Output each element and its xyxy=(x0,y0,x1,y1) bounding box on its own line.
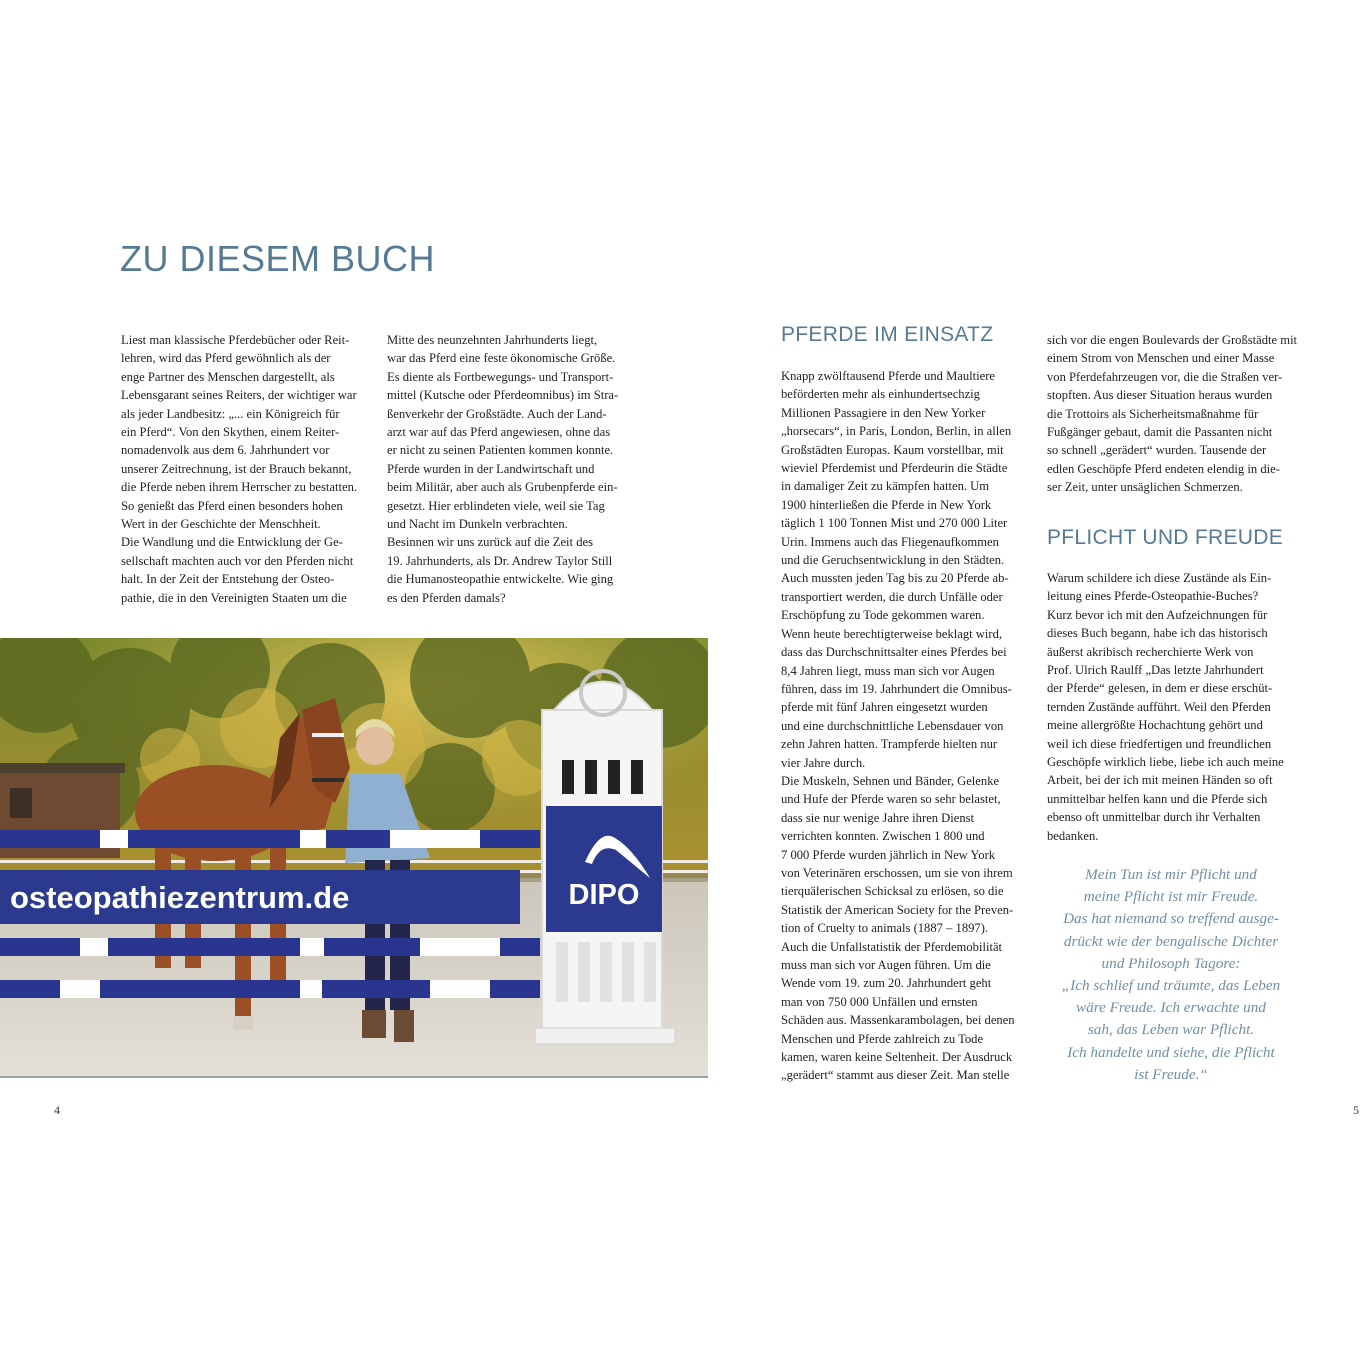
text-line: „Ich schlief und träumte, das Leben xyxy=(1061,977,1281,995)
text-line: einem Strom von Menschen und einer Masse xyxy=(1047,351,1275,366)
text-line: sah, das Leben war Pflicht. xyxy=(1087,1021,1255,1039)
text-line: Knapp zwölftausend Pferde und Maultiere xyxy=(781,369,996,383)
right-column-2-text xyxy=(1047,569,1302,845)
text-line: dass sie nur wenige Jahre ihren Dienst xyxy=(781,810,975,825)
text-line: so schnell „gerädert“ wurden. Tausende der xyxy=(1047,443,1267,458)
text-line: Statistik der American Society for the Preven- xyxy=(781,902,1014,917)
tagore-quote xyxy=(1046,864,1296,1086)
text-line: Wenn heute berechtigterweise beklagt wird, xyxy=(781,626,1003,641)
page-title: ZU DIESEM BUCH xyxy=(120,238,436,279)
text-line: und eine durchschnittliche Lebensdauer von xyxy=(781,718,1004,733)
dipo-logo-text: DIPO xyxy=(568,879,640,911)
right-column-1 xyxy=(781,367,1036,1085)
section-heading-pflicht-und-freude: PFLICHT UND FREUDE xyxy=(1047,526,1284,549)
text-line: der Pferde“ gelesen, in dem er diese erschüt- xyxy=(1047,681,1273,696)
text-line: dieses Buch begann, habe ich das historisch xyxy=(1047,626,1268,641)
text-line: Mitte des neunzehnten Jahrhunderts liegt, xyxy=(387,333,598,347)
text-line: ßenverkehr der Großstädte. Auch der Land- xyxy=(387,406,607,421)
text-line: es den Pferden damals? xyxy=(387,590,506,605)
text-line: die Humanosteopathie entwickelte. Wie ging xyxy=(387,572,614,587)
text-line: Fußgänger gebaut, damit die Passanten nicht xyxy=(1047,425,1273,440)
text-line: und Philosoph Tagore: xyxy=(1101,954,1241,972)
page-number-left: 4 xyxy=(54,1103,60,1117)
text-line: von Pferdefahrzeugen vor, die die Straßen ver- xyxy=(1047,369,1283,384)
text-line: kamen, waren keine Seltenheit. Der Ausdruck xyxy=(781,1050,1013,1065)
text-line: Lebensgarant seines Reiters, der wichtiger war xyxy=(121,388,357,403)
text-line: 1900 hinterließen die Pferde in New York xyxy=(781,497,992,512)
section-heading-pferde-im-einsatz: PFERDE IM EINSATZ xyxy=(781,323,994,346)
text-line: Kurz bevor ich mit den Aufzeichnungen für xyxy=(1047,607,1268,622)
text-line: dass das Durchschnittsalter eines Pferdes bei xyxy=(781,645,1007,660)
text-line: stopften. Aus dieser Situation heraus wurden xyxy=(1047,388,1273,403)
text-line: als jeder Landbesitz: „... ein Königreich für xyxy=(121,406,340,421)
text-line: Pferde wurden in der Landwirtschaft und xyxy=(387,461,595,476)
text-line: halt. In der Zeit der Entstehung der Osteo- xyxy=(121,572,335,587)
text-line: ser Zeit, unter unsäglichen Schmerzen. xyxy=(1047,480,1243,495)
text-line: man von 750 000 Unfällen und ernsten xyxy=(781,994,978,1009)
text-line: enge Partner des Menschen dargestellt, als xyxy=(121,369,335,384)
text-line: Warum schildere ich diese Zustände als Ein- xyxy=(1047,571,1272,585)
text-line: und Hufe der Pferde waren so sehr belastet, xyxy=(781,792,1001,807)
text-line: ist Freude.“ xyxy=(1134,1065,1208,1083)
text-line: drückt wie der bengalische Dichter xyxy=(1063,932,1279,950)
text-line: pferde mit fünf Jahren eingesetzt wurden xyxy=(781,700,988,715)
text-line: muss man sich vor Augen führen. Um die xyxy=(781,958,991,972)
text-line: Besinnen wir uns zurück auf die Zeit des xyxy=(387,535,593,550)
text-line: tierquälerischen Schicksal zu erlösen, so die xyxy=(781,884,1004,899)
text-line: 8,4 Jahren liegt, muss man sich vor Augen xyxy=(781,663,995,678)
horse-photo xyxy=(0,638,708,1076)
text-line: wäre Freude. Ich erwachte und xyxy=(1076,999,1266,1017)
text-line: So genießt das Pferd einen besonders hohen xyxy=(121,498,343,513)
text-line: sellschaft machten auch vor den Pferden nicht xyxy=(121,553,354,568)
text-line: Es diente als Fortbewegungs- und Transport- xyxy=(387,369,614,384)
text-line: Das hat niemand so treffend ausge- xyxy=(1063,910,1279,928)
text-line: Großstädten Europas. Kaum vorstellbar, mit xyxy=(781,442,1004,457)
text-line: wieviel Pferdemist und Pferdeurin die Städte xyxy=(781,461,1008,476)
text-line: 7 000 Pferde wurden jährlich in New York xyxy=(781,847,996,862)
text-line: beförderten mehr als einhundertsechzig xyxy=(781,387,980,402)
text-line: die Trottoirs als Sicherheitsmaßnahme für xyxy=(1047,406,1259,421)
text-line: die Pferde neben ihrem Herrscher zu bestatten. xyxy=(121,480,358,495)
text-line: ebenso oft unmittelbar durch ihr Verhalten xyxy=(1047,810,1261,825)
text-line: äußerst akribisch recherchierte Werk von xyxy=(1047,644,1254,659)
text-line: gesetzt. Hier erblindeten viele, weil sie Tag xyxy=(387,498,605,513)
text-line: beim Militär, aber auch als Grubenpferde ein- xyxy=(387,480,618,495)
left-column-1 xyxy=(121,331,373,607)
text-line: unmittelbar helfen kann und die Pferde sich xyxy=(1047,791,1268,806)
text-line: führen, dass im 19. Jahrhundert die Omnibus- xyxy=(781,681,1012,696)
text-line: Schäden aus. Massenkarambolagen, bei denen xyxy=(781,1013,1015,1028)
text-line: Ich handelte und siehe, die Pflicht xyxy=(1067,1043,1275,1061)
text-line: unserer Zeitrechnung, ist der Brauch bekannt, xyxy=(121,461,352,476)
text-line: mittel (Kutsche oder Pferdeomnibus) im Stra- xyxy=(387,388,619,403)
text-line: in damaliger Zeit zu kämpfen hatten. Um xyxy=(781,479,990,494)
text-line: lehren, wird das Pferd gewöhnlich als der xyxy=(121,351,331,366)
text-line: bedanken. xyxy=(1047,828,1099,843)
text-line: Auch mussten jeden Tag bis zu 20 Pferde ab- xyxy=(781,571,1009,586)
text-line: Erschöpfung zu Tode gekommen waren. xyxy=(781,608,985,623)
text-line: arzt war auf das Pferd angewiesen, ohne das xyxy=(387,425,611,440)
text-line: Wert in der Geschichte der Menschheit. xyxy=(121,517,321,532)
text-line: von Veterinären erschossen, um sie von ihrem xyxy=(781,865,1013,880)
text-line: transportiert werden, die durch Unfälle oder xyxy=(781,589,1003,604)
text-line: war das Pferd eine feste ökonomische Größe. xyxy=(387,351,616,366)
page-number-right: 5 xyxy=(1353,1103,1359,1117)
text-line: „horsecars“, in Paris, London, Berlin, in allen xyxy=(781,424,1012,439)
text-line: nomadenvolk aus dem 6. Jahrhundert vor xyxy=(121,443,330,458)
text-line: Menschen und Pferde zahlreich zu Tode xyxy=(781,1031,984,1046)
text-line: und Nacht im Dunkeln verbrachten. xyxy=(387,517,568,532)
text-line: ein Pferd“. Von den Skythen, einem Reiter- xyxy=(121,425,340,440)
text-line: Mein Tun ist mir Pflicht und xyxy=(1085,866,1257,883)
text-line: verrichten konnten. Zwischen 1 800 und xyxy=(781,829,985,844)
right-column-2 xyxy=(1047,331,1302,497)
text-line: Geschöpfe wirklich liebe, liebe ich auch meine xyxy=(1047,755,1284,770)
text-line: 19. Jahrhunderts, als Dr. Andrew Taylor Still xyxy=(387,553,613,568)
text-line: meine Pflicht ist mir Freude. xyxy=(1083,888,1259,906)
text-line: ternden Zustände aufführt. Weil den Pferden xyxy=(1047,699,1271,714)
text-line: er nicht zu seinen Patienten kommen konnte. xyxy=(387,443,614,458)
banner-text: osteopathiezentrum.de xyxy=(10,880,350,915)
text-line: Prof. Ulrich Raulff „Das letzte Jahrhundert xyxy=(1047,663,1264,678)
text-line: Die Wandlung und die Entwicklung der Ge- xyxy=(121,535,343,550)
text-line: Millionen Passagiere in den New Yorker xyxy=(781,405,986,420)
text-line: leitung eines Pferde-Osteopathie-Buches? xyxy=(1047,589,1259,604)
text-line: Liest man klassische Pferdebücher oder Reit- xyxy=(121,333,350,347)
left-column-2 xyxy=(387,331,639,607)
text-line: weil ich diese friedfertigen und freundlichen xyxy=(1047,736,1272,751)
photo-divider xyxy=(0,1076,708,1078)
text-line: Urin. Immens auch das Fliegenaufkommen xyxy=(781,534,999,549)
text-line: täglich 1 100 Tonnen Mist und 270 000 Liter xyxy=(781,516,1008,531)
text-line: „gerädert“ stammt aus dieser Zeit. Man stelle xyxy=(781,1068,1010,1083)
text-line: Wende vom 19. zum 20. Jahrhundert geht xyxy=(781,976,992,991)
text-line: zehn Jahren hatten. Trampferde hielten nur xyxy=(781,737,998,752)
text-line: Arbeit, bei der ich mit meinen Händen so oft xyxy=(1047,773,1273,788)
text-line: und die Geruchsentwicklung in den Städten. xyxy=(781,553,1005,568)
text-line: Die Muskeln, Sehnen und Bänder, Gelenke xyxy=(781,773,1000,788)
text-line: edlen Geschöpfe Pferd endeten elendig in die- xyxy=(1047,461,1280,476)
text-line: meine allergrößte Hochachtung gehört und xyxy=(1047,718,1263,733)
text-line: pathie, die in den Vereinigten Staaten um die xyxy=(121,590,347,605)
text-line: tion of Cruelty to animals (1887 – 1897). xyxy=(781,921,989,936)
text-line: sich vor die engen Boulevards der Großstädte mit xyxy=(1047,333,1298,347)
text-line: Auch die Unfallstatistik der Pferdemobilität xyxy=(781,939,1003,954)
text-line: vier Jahre durch. xyxy=(781,755,866,770)
